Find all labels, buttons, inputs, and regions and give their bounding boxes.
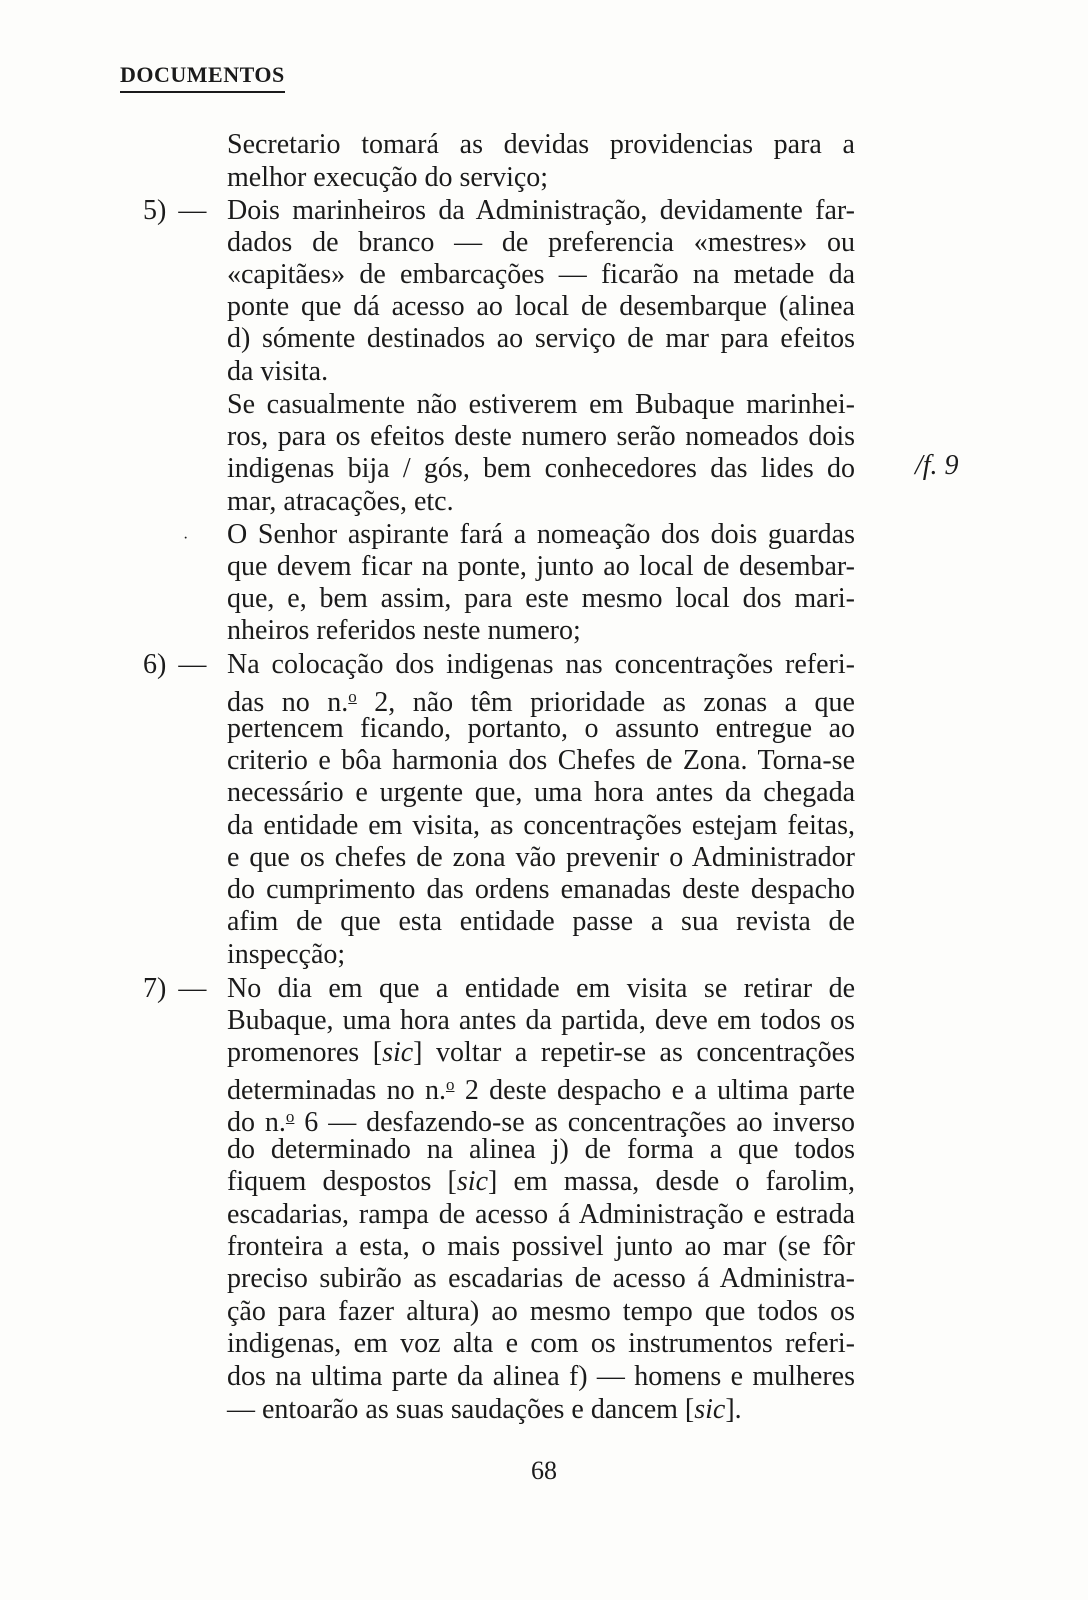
text-line: criterio e bôa harmonia dos Chefes de Zona. Torna-se — [227, 745, 855, 776]
margin-folio-note: /f. 9 — [915, 450, 959, 481]
text-line: do determinado na alinea j) de forma a que todos — [227, 1134, 855, 1165]
page-number: 68 — [531, 1456, 557, 1485]
text-line: Bubaque, uma hora antes da partida, deve em todos os — [227, 1005, 855, 1036]
text-line: ros, para os efeitos deste numero serão nomeados dois — [227, 421, 855, 452]
item-number-7: 7) — — [143, 973, 207, 1004]
item-number-6: 6) — — [143, 649, 207, 680]
text-line: indigenas, em voz alta e com os instrumentos referi- — [227, 1328, 855, 1359]
text-line: O Senhor aspirante fará a nomeação dos dois guardas — [227, 519, 855, 550]
text-line: nheiros referidos neste numero; — [227, 615, 581, 646]
text-line: d) sómente destinados ao serviço de mar para efeitos — [227, 323, 855, 354]
text-line: da entidade em visita, as concentrações estejam feitas, — [227, 810, 855, 841]
text-line: da visita. — [227, 356, 329, 387]
text-line: Se casualmente não estiverem em Bubaque marinhei- — [227, 389, 855, 420]
text-line: afim de que esta entidade passe a sua revista de — [227, 906, 855, 937]
text-line: necessário e urgente que, uma hora antes da chegada — [227, 777, 855, 808]
text-line: ponte que dá acesso ao local de desembarque (alinea — [227, 291, 855, 322]
text-line: e que os chefes de zona vão prevenir o Administrador — [227, 842, 855, 873]
stray-mark: · — [183, 530, 189, 547]
text-line: Secretario tomará as devidas providencias para a — [227, 129, 855, 160]
text-line: preciso subirão as escadarias de acesso á Administra- — [227, 1263, 855, 1294]
text-line: determinadas no n.$^o$ 2 deste despacho e a ultima parte — [227, 1075, 855, 1106]
text-line: que devem ficar na ponte, junto ao local de desembar- — [227, 551, 855, 582]
text-line: do cumprimento das ordens emanadas deste despacho — [227, 874, 855, 905]
text-line: Dois marinheiros da Administração, devidamente far- — [227, 195, 855, 226]
text-line: — entoarão as suas saudações e dancem [sic]. — [227, 1394, 742, 1425]
text-line: que, e, bem assim, para este mesmo local dos mari- — [227, 583, 855, 614]
text-line: indigenas bija / gós, bem conhecedores das lides do — [227, 453, 855, 484]
text-line: do n.$^o$ 6 — desfazendo-se as concentrações ao inverso — [227, 1107, 856, 1138]
text-line: fiquem despostos [sic] em massa, desde o farolim, — [227, 1166, 856, 1197]
text-line: inspecção; — [227, 939, 346, 970]
text-line: dados de branco — de preferencia «mestres» ou — [227, 227, 855, 258]
text-line: mar, atracações, etc. — [227, 486, 454, 517]
document-header: DOCUMENTOS — [120, 62, 285, 93]
text-line: promenores [sic] voltar a repetir-se as concentrações — [227, 1037, 855, 1068]
item-number-5: 5) — — [143, 195, 207, 226]
text-line: escadarias, rampa de acesso á Administração e estrada — [227, 1199, 855, 1230]
text-line: «capitães» de embarcações — ficarão na metade da — [227, 259, 855, 290]
text-line: No dia em que a entidade em visita se retirar de — [227, 973, 855, 1004]
text-line: pertencem ficando, portanto, o assunto entregue ao — [227, 713, 855, 744]
text-line: ção para fazer altura) ao mesmo tempo que todos os — [227, 1296, 855, 1327]
text-line: Na colocação dos indigenas nas concentrações referi- — [227, 649, 855, 680]
text-line: fronteira a esta, o mais possivel junto ao mar (se fôr — [227, 1231, 855, 1262]
text-line: das no n.$^o$ 2, não têm prioridade as zonas a que — [227, 687, 855, 718]
text-line: dos na ultima parte da alinea f) — homens e mulheres — [227, 1361, 855, 1392]
text-line: melhor execução do serviço; — [227, 162, 549, 193]
